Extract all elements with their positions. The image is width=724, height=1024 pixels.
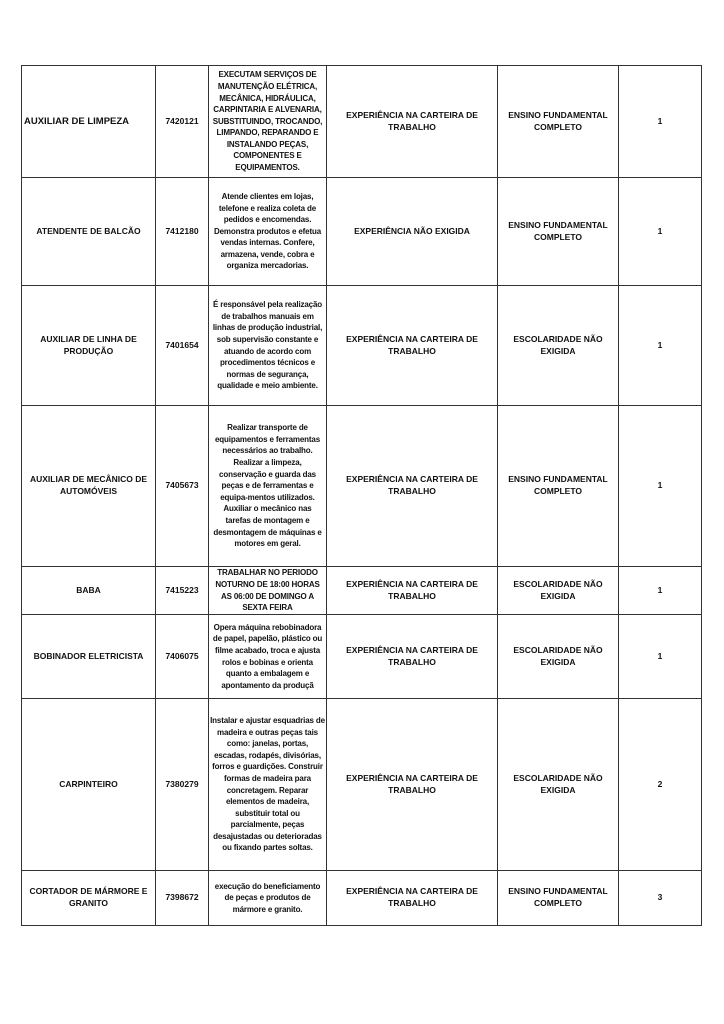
education-cell: ESCOLARIDADE NÃO EXIGIDA [498, 615, 619, 699]
cbo-code-cell: 7398672 [156, 871, 209, 926]
description-cell: Instalar e ajustar esquadrias de madeira e outras peças tais como: janelas, portas, escadas, rodapés, divisórias, forros e guardições. Construir formas de madeira para concretagem. Reparar elementos de madeira, substituir total ou parcialmente, peças desajustadas ou deterioradas ou fixando partes soltas. [209, 699, 327, 871]
description-cell: TRABALHAR NO PERIODO NOTURNO DE 18:00 HORAS AS 06:00 DE DOMINGO A SEXTA FEIRA [209, 567, 327, 615]
table-row [22, 699, 702, 871]
description-cell: Atende clientes em lojas, telefone e realiza coleta de pedidos e encomendas. Demonstra produtos e efetua vendas internas. Confere, armazena, vende, cobra e organiza mercadorias. [209, 178, 327, 286]
job-title-cell: BOBINADOR ELETRICISTA [22, 615, 156, 699]
job-title-cell: CORTADOR DE MÁRMORE E GRANITO [22, 871, 156, 926]
table-row [22, 615, 702, 699]
cbo-code-cell: 7405673 [156, 406, 209, 567]
experience-cell: EXPERIÊNCIA NÃO EXIGIDA [327, 178, 498, 286]
vacancies-cell: 1 [619, 615, 702, 699]
experience-cell: EXPERIÊNCIA NA CARTEIRA DE TRABALHO [327, 699, 498, 871]
vacancies-cell: 1 [619, 66, 702, 178]
job-title-cell: AUXILIAR DE LINHA DE PRODUÇÃO [22, 286, 156, 406]
education-cell: ENSINO FUNDAMENTAL COMPLETO [498, 871, 619, 926]
cbo-code-cell: 7420121 [156, 66, 209, 178]
experience-cell: EXPERIÊNCIA NA CARTEIRA DE TRABALHO [327, 567, 498, 615]
job-title-cell: AUXILIAR DE MECÂNICO DE AUTOMÓVEIS [22, 406, 156, 567]
description-cell: Opera máquina rebobinadora de papel, papelão, plástico ou filme acabado, troca e ajusta rolos e bobinas e orienta quanto a embalagem e apontamento da produçã [209, 615, 327, 699]
table-row [22, 406, 702, 567]
description-cell: EXECUTAM SERVIÇOS DE MANUTENÇÃO ELÉTRICA, MECÂNICA, HIDRÁULICA, CARPINTARIA E ALVENARIA, SUBSTITUINDO, TROCANDO, LIMPANDO, REPARANDO E INSTALANDO PEÇAS, COMPONENTES E EQUIPAMENTOS. [209, 66, 327, 178]
education-cell: ESCOLARIDADE NÃO EXIGIDA [498, 286, 619, 406]
experience-cell: EXPERIÊNCIA NA CARTEIRA DE TRABALHO [327, 871, 498, 926]
table-row [22, 66, 702, 178]
vacancies-cell: 1 [619, 286, 702, 406]
experience-cell: EXPERIÊNCIA NA CARTEIRA DE TRABALHO [327, 66, 498, 178]
education-cell: ESCOLARIDADE NÃO EXIGIDA [498, 699, 619, 871]
cbo-code-cell: 7406075 [156, 615, 209, 699]
vacancies-cell: 1 [619, 178, 702, 286]
job-title-cell: CARPINTEIRO [22, 699, 156, 871]
vacancies-cell: 1 [619, 567, 702, 615]
experience-cell: EXPERIÊNCIA NA CARTEIRA DE TRABALHO [327, 615, 498, 699]
job-listings-table [21, 65, 702, 926]
description-cell: É responsável pela realização de trabalhos manuais em linhas de produção industrial, sob supervisão constante e atuando de acordo com procedimentos técnicos e normas de segurança, qualidade e meio ambiente. [209, 286, 327, 406]
education-cell: ENSINO FUNDAMENTAL COMPLETO [498, 406, 619, 567]
table-row [22, 871, 702, 926]
experience-cell: EXPERIÊNCIA NA CARTEIRA DE TRABALHO [327, 286, 498, 406]
vacancies-cell: 3 [619, 871, 702, 926]
table-row [22, 178, 702, 286]
education-cell: ESCOLARIDADE NÃO EXIGIDA [498, 567, 619, 615]
vacancies-cell: 1 [619, 406, 702, 567]
job-title-cell: ATENDENTE DE BALCÃO [22, 178, 156, 286]
description-cell: execução do beneficiamento de peças e produtos de mármore e granito. [209, 871, 327, 926]
cbo-code-cell: 7401654 [156, 286, 209, 406]
description-cell: Realizar transporte de equipamentos e ferramentas necessários ao trabalho. Realizar a limpeza, conservação e guarda das peças e de ferramentas e equipa-mentos utilizados. Auxiliar o mecânico nas tarefas de montagem e desmontagem de máquinas e motores em geral. [209, 406, 327, 567]
education-cell: ENSINO FUNDAMENTAL COMPLETO [498, 66, 619, 178]
table-row [22, 286, 702, 406]
table-row [22, 567, 702, 615]
cbo-code-cell: 7412180 [156, 178, 209, 286]
experience-cell: EXPERIÊNCIA NA CARTEIRA DE TRABALHO [327, 406, 498, 567]
cbo-code-cell: 7380279 [156, 699, 209, 871]
education-cell: ENSINO FUNDAMENTAL COMPLETO [498, 178, 619, 286]
job-title-cell: BABA [22, 567, 156, 615]
cbo-code-cell: 7415223 [156, 567, 209, 615]
vacancies-cell: 2 [619, 699, 702, 871]
job-title-cell: AUXILIAR DE LIMPEZA [22, 66, 156, 178]
